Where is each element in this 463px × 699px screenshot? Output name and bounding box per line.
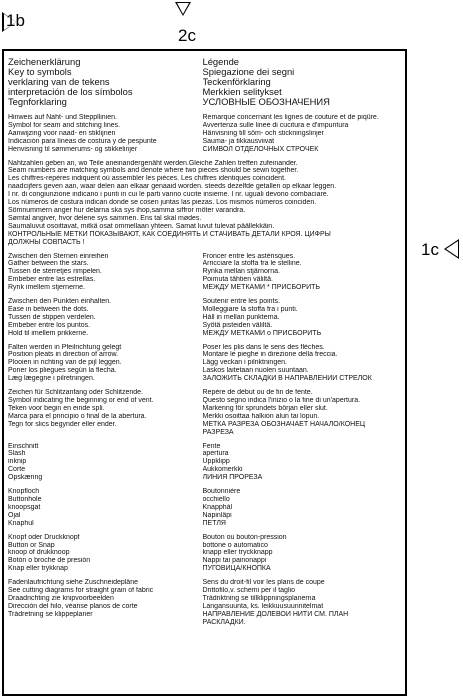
text-line: Sömnummern anger hur delarna ska sys ihop,samma siffror möter varandra. xyxy=(8,206,246,214)
text-line: inknip xyxy=(8,458,27,466)
text-line: Zwischen den Punkten einhalten. xyxy=(8,298,112,306)
text-line: Montare le pieghe in direzione della freccia. xyxy=(202,351,338,359)
symbol-entry xyxy=(8,534,399,574)
text-line: Nahtzahlen geben an, wo Teile aneinandergenäht werden.Gleiche Zahlen treffen zufeinander. xyxy=(8,159,298,167)
text-line: МЕТКА РАЗРЕЗА ОБОЗНАЧАЕТ НАЧАЛО/КОНЕЦ xyxy=(202,420,366,428)
down-triangle-marker-inner xyxy=(177,3,189,14)
text-line: Tegn for slics begynder eller ender. xyxy=(8,420,117,428)
text-line: Arricciare la stoffa fra le stelline. xyxy=(202,260,302,268)
symbol-entry-left xyxy=(8,579,203,626)
text-line: Knaphul xyxy=(8,519,34,527)
text-line: Knopf oder Druckknopf xyxy=(8,533,80,541)
text-line: Indicación para líneas de costura y de pespunte xyxy=(8,137,157,145)
symbol-entry xyxy=(8,488,399,528)
text-line: Sømtal angiver, hvor delene sys sammen. Ens tal skal mødes. xyxy=(8,214,202,222)
text-line: apertura xyxy=(202,450,229,458)
text-line: Tussen de stippen verdelen. xyxy=(8,313,96,321)
text-line: Soutenir entre les points. xyxy=(202,298,280,306)
symbol-entry-right xyxy=(203,443,400,483)
text-line: Poner los pliegues según la flecha. xyxy=(8,367,117,375)
text-line: Embeber entre las estrellas. xyxy=(8,276,96,284)
text-line: Teken voor begin en einde spli. xyxy=(8,404,105,412)
text-line: Bouton ou bouton-pression xyxy=(202,533,287,541)
text-line: knoopsgat xyxy=(8,503,41,511)
text-line: Molleggiare la stoffa fra i punti. xyxy=(202,305,298,313)
symbol-blocks xyxy=(8,253,399,627)
text-line: Symbol for seam and stitching lines. xyxy=(8,121,121,129)
text-line: Aukkomerkki xyxy=(202,466,243,474)
text-line: Seam numbers are matching symbols and denote where two pieces should be sewn together. xyxy=(8,167,299,175)
text-line: See cutting diagrams for straight grain of fabric xyxy=(8,587,154,595)
text-line: Rynka mellan stjärnorna. xyxy=(202,268,280,276)
text-line: Hänvisning till söm- och stickningslinjer xyxy=(202,129,324,137)
symbol-entry xyxy=(8,298,399,338)
symbol-entry-left xyxy=(8,534,203,574)
text-line: ЗАЛОЖИТЬ СКЛАДКИ В НАПРАВЛЕНИИ СТРЕЛОК xyxy=(202,375,372,383)
text-line: Lägg veckan i pilriktningen. xyxy=(202,359,287,367)
text-line: Uppklipp xyxy=(202,458,230,466)
page-marker-1c: 1c xyxy=(421,240,439,259)
text-line: Saumaluvut osoittavat, mitkä osat ommellaan yhteen. Samat luvut tulevat päällekkäin. xyxy=(8,222,275,230)
symbol-entry-right xyxy=(203,344,400,384)
symbol-entry-right xyxy=(203,389,400,436)
text-line: Aanwijzing voor naad- en stiklijnen xyxy=(8,129,116,137)
text-line: Drittofilo,v. schemi per il taglio xyxy=(202,587,295,595)
text-line: Zwischen den Sternen einreihen xyxy=(8,252,109,260)
text-line: Sens du droit-fil voir les plans de coupe xyxy=(202,579,325,587)
title-block xyxy=(8,57,399,107)
symbol-entry xyxy=(8,389,399,436)
text-line: Knapphål xyxy=(202,503,233,511)
text-line: Gather between the stars. xyxy=(8,260,89,268)
symbol-entry-left xyxy=(8,443,203,483)
text-line: Légende xyxy=(202,57,239,67)
seam-block xyxy=(8,114,399,154)
text-line: Nappi tai painonappi xyxy=(202,557,267,565)
text-line: Boutonnière xyxy=(202,488,241,496)
symbol-entry xyxy=(8,443,399,483)
text-line: УСЛОВНЫЕ ОБОЗНАЧЕНИЯ xyxy=(202,97,330,107)
seam-right xyxy=(203,114,400,154)
text-line: Syötä pisteiden väliltä. xyxy=(202,321,273,329)
text-line: Fadenlaufrichtung siehe Zuschneidepläne xyxy=(8,579,138,587)
text-line: Remarque concernant les lignes de couture et de piqûre. xyxy=(202,114,379,121)
text-line: I nr. di congiunzione indicano i punti in cui le parti vanno cucite insieme. I nr. uguali devono combaciare. xyxy=(8,191,329,199)
text-line: Langansuunta, ks. leikkuusuunnitelmat xyxy=(202,602,324,610)
text-line: Button or Snap xyxy=(8,541,55,549)
text-line: Spiegazione dei segni xyxy=(202,67,295,77)
text-line: Position pleats in direction of arrow. xyxy=(8,351,119,359)
text-line: СИМВОЛ ОТДЕЛОЧНЫХ СТРОЧЕК xyxy=(202,145,319,153)
page-marker-1b: 1b xyxy=(6,11,25,30)
text-line: interpretación de los símbolos xyxy=(8,87,133,97)
text-line: Slash xyxy=(8,450,26,458)
text-line: Trådretning se klippeplaner xyxy=(8,610,93,618)
text-line: Rynk imellem stjernerne. xyxy=(8,284,86,292)
symbol-entry xyxy=(8,253,399,293)
text-line: Markering för sprundets början eller slut. xyxy=(202,404,328,412)
text-line: Embeber entre los puntos. xyxy=(8,321,91,329)
text-line: ДОЛЖНЫ СОВПАСТЬ ! xyxy=(8,238,85,246)
text-line: Poimuta tähtien väliltä. xyxy=(202,276,273,284)
title-right xyxy=(203,57,400,107)
text-line: Plooien in richting van de pijl leggen. xyxy=(8,359,122,367)
text-line: Trådriktning se tillklippningsplanerna xyxy=(202,594,316,602)
text-line: Einschnitt xyxy=(8,442,39,450)
text-line: Zeichenerklärung xyxy=(8,57,81,67)
text-line: Tegnforklaring xyxy=(8,97,67,107)
text-line: occhiello xyxy=(202,495,230,503)
text-line: Hold til imellem prikkerne. xyxy=(8,329,89,337)
text-line: Draadrichting zie knipvoorbeelden xyxy=(8,594,114,602)
seam-left xyxy=(8,114,203,154)
text-line: Napinläpi xyxy=(202,511,232,519)
text-line: Opskæring xyxy=(8,474,43,482)
text-line: Questo segno indica l'inizio o la fine di un'apertura. xyxy=(202,397,361,404)
text-line: Fente xyxy=(202,442,221,450)
text-line: Falten werden in Pfeilrichtung gelegt xyxy=(8,343,122,351)
text-line: verklaring van de tekens xyxy=(8,77,110,87)
symbol-entry-left xyxy=(8,298,203,338)
symbol-entry-right xyxy=(203,534,400,574)
left-triangle-marker-inner xyxy=(446,241,458,257)
text-line: knoop of drukknoop xyxy=(8,549,70,557)
symbol-entry xyxy=(8,579,399,626)
text-line: Los números de costura indican donde se cosen juntas las piezas. Los mismos números coinciden. xyxy=(8,199,317,207)
symbol-entry-left xyxy=(8,344,203,384)
text-line: Håll in mellan punkterna. xyxy=(202,313,280,321)
text-line: Ease in between the dots. xyxy=(8,305,89,313)
symbol-entry-left xyxy=(8,253,203,293)
text-line: Botón o broche de presión xyxy=(8,557,91,565)
symbol-entry-right xyxy=(203,579,400,626)
text-line: Ojal xyxy=(8,511,21,519)
text-line: Læg lægegne i pilretningen. xyxy=(8,375,95,383)
text-line: МЕЖДУ МЕТКАМИ * ПРИСБОРИТЬ xyxy=(202,284,320,292)
text-line: ПУГОВИЦА/КНОПКА xyxy=(202,565,271,573)
seam-numbers-intro xyxy=(8,160,399,247)
text-line: Hinweis auf Naht- und Steppllinien. xyxy=(8,114,117,121)
text-line: РАСКЛАДКИ. xyxy=(202,618,246,626)
text-line: Poser les plis dans le sens des flèches. xyxy=(202,343,325,351)
text-line: ПЕТЛЯ xyxy=(202,519,226,527)
text-line: Tussen de sterretjes rimpelen. xyxy=(8,268,102,276)
page-marker-2c: 2c xyxy=(178,26,196,45)
text-line: Froncer entre les astérisques. xyxy=(202,252,296,260)
text-line: Knopfloch xyxy=(8,488,40,496)
text-line: Teckenförklaring xyxy=(202,77,271,87)
text-line: Laskos laitetaan nuolen suuntaan. xyxy=(202,367,309,375)
text-line: Henvisning til sømmerums- og stikkelinjer xyxy=(8,145,138,153)
text-line: Corte xyxy=(8,466,26,474)
symbol-key-frame xyxy=(2,49,407,696)
symbol-entry-right xyxy=(203,253,400,293)
text-line: Symbol indicating the beginning or end of vent. xyxy=(8,397,154,404)
text-line: Avvertenza sulle linee di cucitura e d'impuntura xyxy=(202,121,349,129)
text-line: Repère de début ou de fin de fente. xyxy=(202,389,313,397)
text-line: ЛИНИЯ ПРОРЕЗА xyxy=(202,474,263,482)
text-line: Dirección del hilo, véanse planos de corte xyxy=(8,602,138,610)
text-line: Les chiffres-repères indiquent où assembler les pièces. Les chiffres identiques coincident. xyxy=(8,175,286,183)
symbol-entry-left xyxy=(8,389,203,436)
text-line: Knap eller trykknap xyxy=(8,565,68,573)
text-line: Zeichen für Schlitzanfang oder Schlitzende. xyxy=(8,389,144,397)
text-line: МЕЖДУ МЕТКАМИ о ПРИСБОРИТЬ xyxy=(202,329,322,337)
text-line: КОНТРОЛЬНЫЕ МЕТКИ ПОКАЗЫВАЮТ, КАК СОЕДИНЯТЬ И СТАЧИВАТЬ ДЕТАЛИ КРОЯ. ЦИФРЫ xyxy=(8,230,331,238)
text-line: knapp eller tryckknapp xyxy=(202,549,273,557)
text-line: Marca para el principio o final de la abertura. xyxy=(8,412,147,420)
text-line: РАЗРЕЗА xyxy=(202,428,234,436)
text-line: Sauma- ja tikkausviivat xyxy=(202,137,275,145)
symbol-entry xyxy=(8,344,399,384)
text-line: Merkki osoittaa halkion alun tai lopun. xyxy=(202,412,320,420)
text-line: НАПРАВЛЕНИЕ ДОЛЕВОЙ НИТИ СМ. ПЛАН xyxy=(202,610,349,618)
text-line: Buttonhole xyxy=(8,495,42,503)
symbol-entry-left xyxy=(8,488,203,528)
text-line: Key to symbols xyxy=(8,67,72,77)
text-line: naadcijfers geven aan, waar delen aan elkaar genaaid worden. steeds dezelfde getallen op elkaar leggen. xyxy=(8,183,337,191)
text-line: bottone o automatico xyxy=(202,541,268,549)
symbol-entry-right xyxy=(203,488,400,528)
symbol-entry-right xyxy=(203,298,400,338)
text-line: Merkkien selitykset xyxy=(202,87,282,97)
title-left xyxy=(8,57,203,107)
